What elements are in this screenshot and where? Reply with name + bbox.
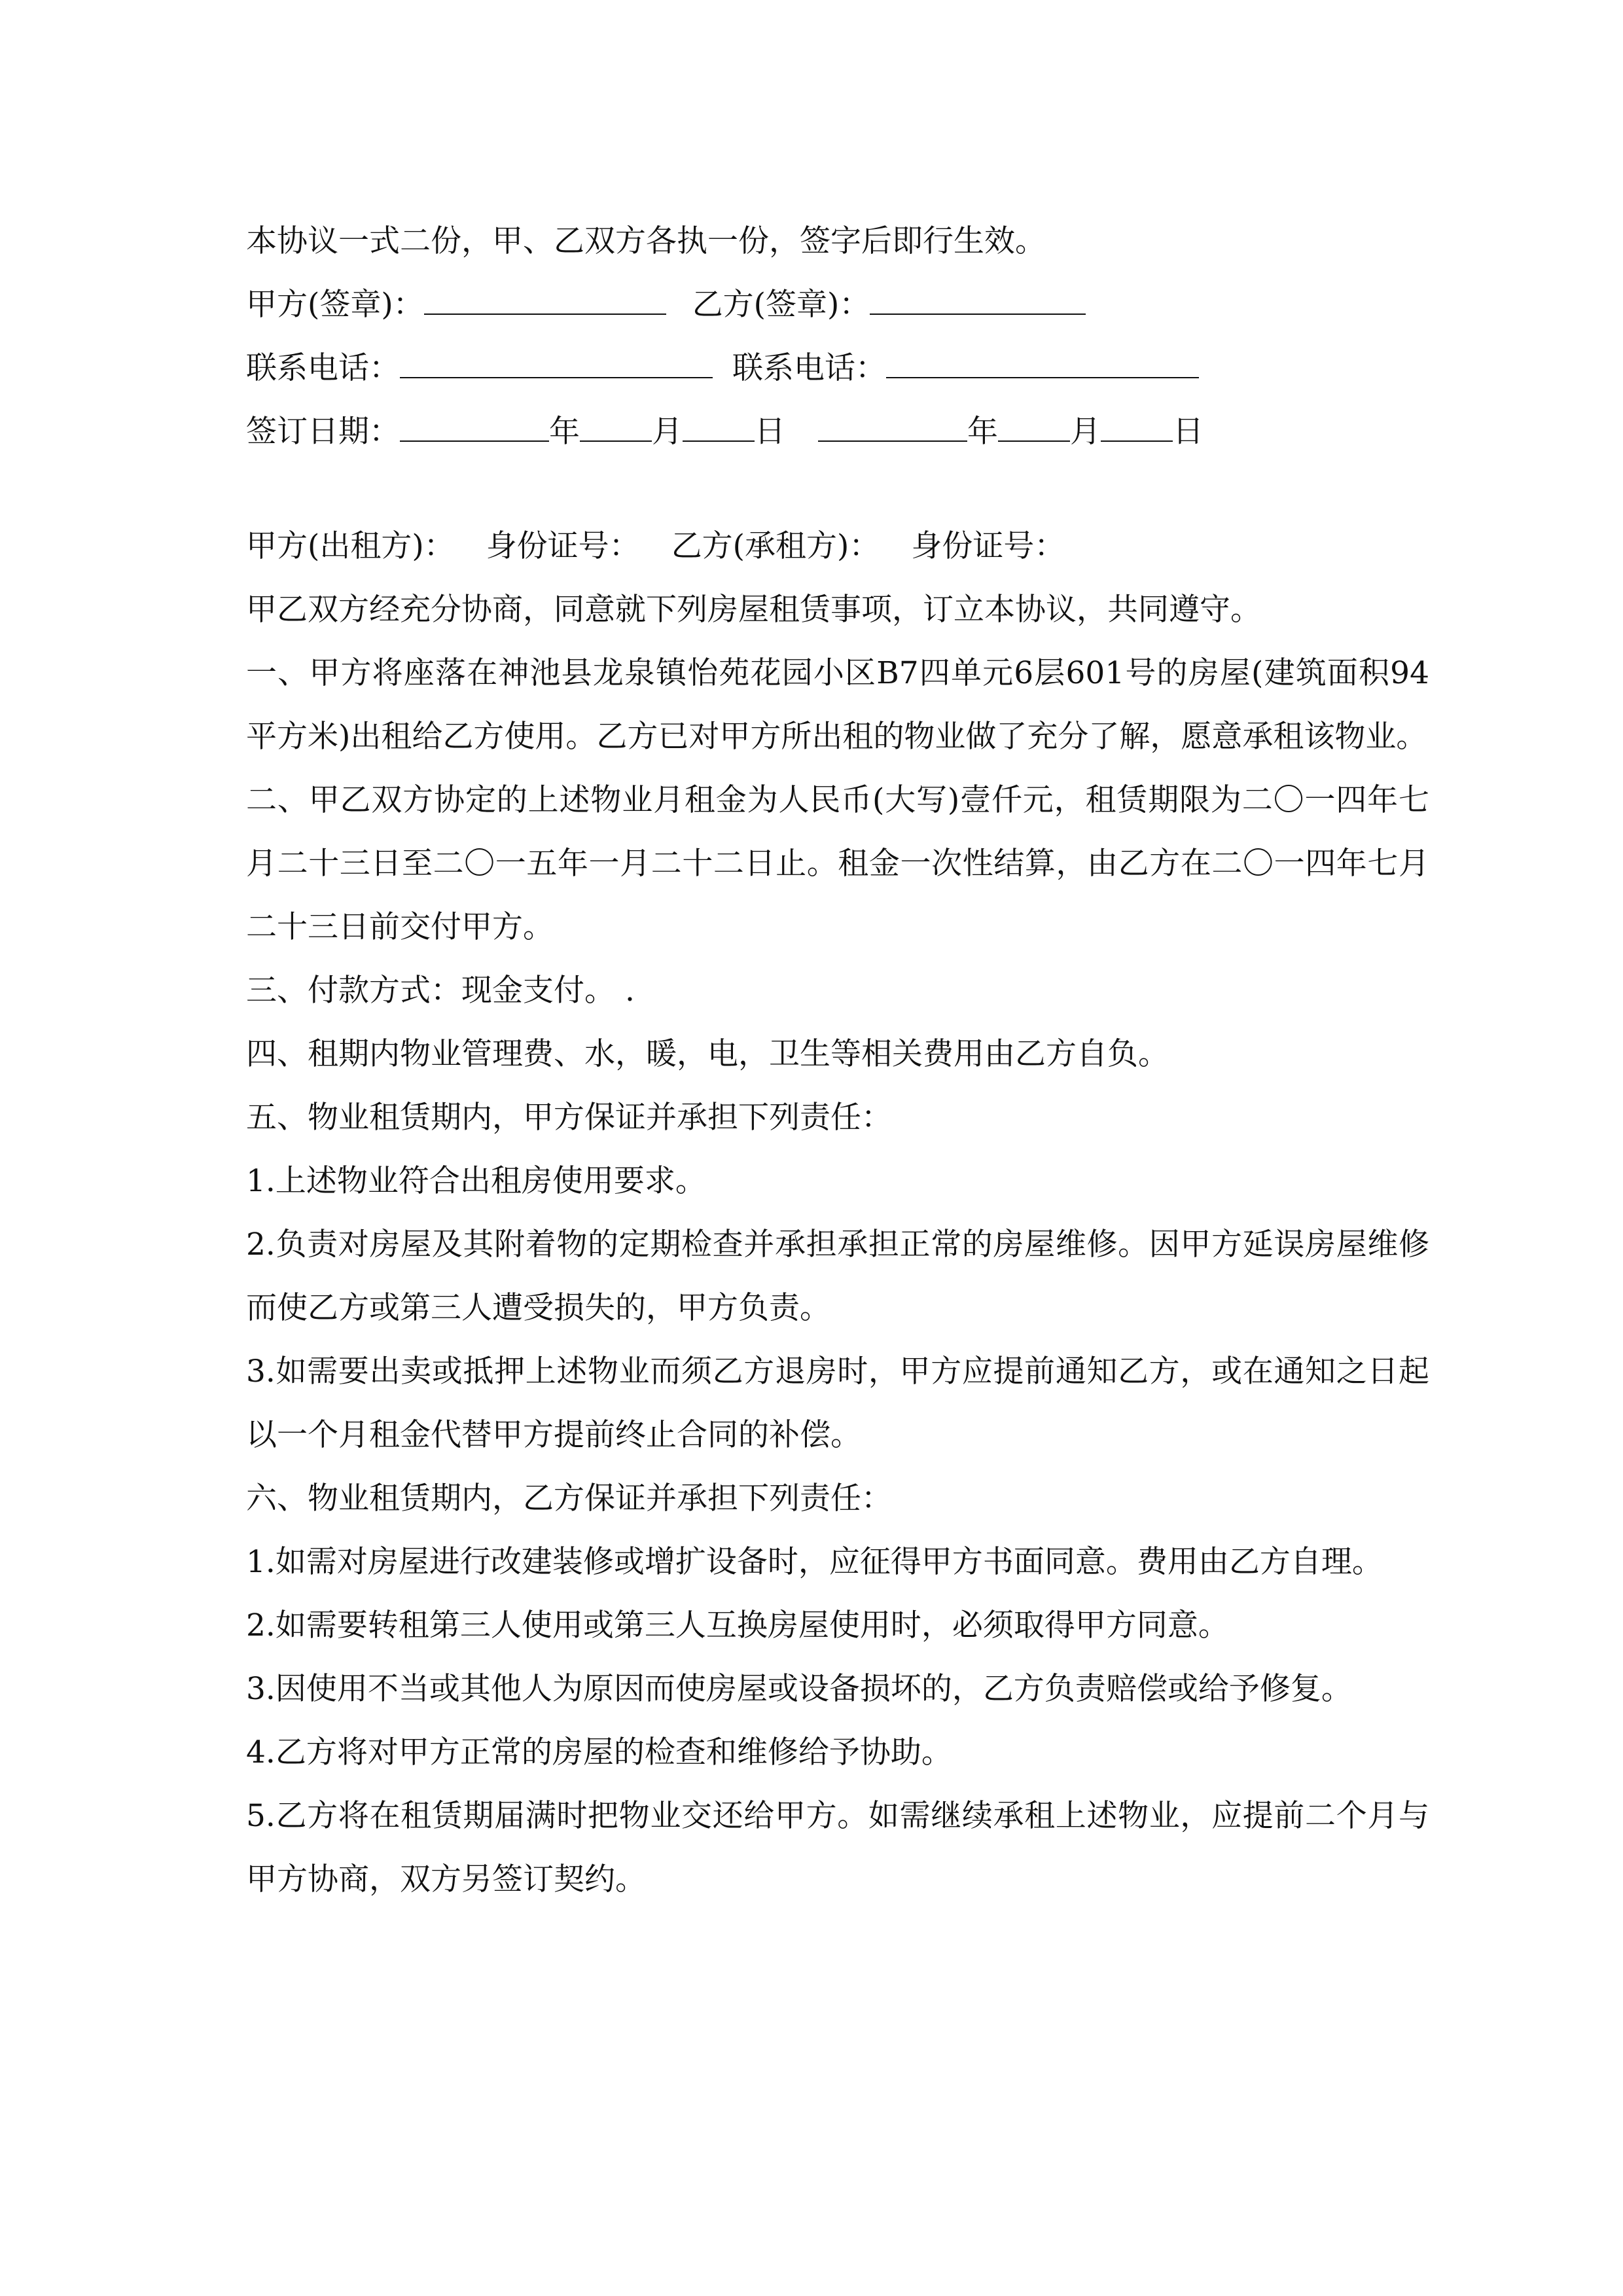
party-a-phone-blank	[400, 351, 713, 378]
party-b-sign-blank	[870, 287, 1086, 315]
month-blank-b	[998, 414, 1070, 442]
agreement-intro: 甲乙双方经充分协商，同意就下列房屋租赁事项，订立本协议，共同遵守。	[246, 592, 1261, 628]
party-b-sign-label: 乙方(签章)：	[692, 287, 870, 323]
year-char-a: 年	[549, 414, 580, 450]
clause-2-rent-term: 二、甲乙双方协定的上述物业月租金为人民币(大写)壹仟元，租赁期限为二〇一四年七月二十三日至二〇一五年一月二十二日止。租金一次性结算，由乙方在二〇一四年七月二十三日前交付甲方。	[246, 782, 1429, 945]
date-label: 签订日期：	[246, 414, 400, 450]
signature-line	[246, 273, 1427, 336]
clause-6-item-3: 3.因使用不当或其他人为原因而使房屋或设备损坏的，乙方负责赔偿或给予修复。	[246, 1671, 1352, 1707]
day-blank-a	[683, 414, 755, 442]
party-b-id-label: 身份证号：	[911, 528, 1065, 564]
party-b-label: 乙方(承租方)：	[671, 528, 880, 564]
clause-3-payment: 三、付款方式：现金支付。 .	[246, 973, 635, 1009]
copies-statement: 本协议一式二份，甲、乙双方各执一份，签字后即行生效。	[246, 223, 1046, 259]
clause-5-item-2: 2.负责对房屋及其附着物的定期检查并承担承担正常的房屋维修。因甲方延误房屋维修而使乙方或第三人遭受损失的，甲方负责。	[246, 1227, 1429, 1326]
date-line	[246, 400, 1427, 463]
day-blank-b	[1101, 414, 1173, 442]
party-a-id-label: 身份证号：	[486, 528, 640, 564]
party-a-sign-label: 甲方(签章)：	[246, 287, 424, 323]
phone-line	[246, 336, 1427, 400]
party-a-label: 甲方(出租方)：	[246, 528, 455, 564]
clause-6-item-2: 2.如需要转租第三人使用或第三人互换房屋使用时，必须取得甲方同意。	[246, 1607, 1229, 1643]
clause-6-item-4: 4.乙方将对甲方正常的房屋的检查和维修给予协助。	[246, 1734, 952, 1770]
day-char-b: 日	[1173, 414, 1204, 450]
clause-5-item-3: 3.如需要出卖或抵押上述物业而须乙方退房时，甲方应提前通知乙方，或在通知之日起以一个月租金代替甲方提前终止合同的补偿。	[246, 1354, 1429, 1453]
party-b-phone-blank	[886, 351, 1199, 378]
clause-6-heading: 六、物业租赁期内，乙方保证并承担下列责任：	[246, 1480, 892, 1516]
year-blank-a	[400, 414, 549, 442]
month-char-b: 月	[1070, 414, 1101, 450]
clause-5-item-1: 1.上述物业符合出租房使用要求。	[246, 1163, 706, 1199]
party-b-phone-label: 联系电话：	[732, 350, 886, 386]
party-a-phone-label: 联系电话：	[246, 350, 400, 386]
year-blank-b	[818, 414, 967, 442]
month-blank-a	[580, 414, 652, 442]
parties-line	[246, 514, 1427, 578]
clause-4-fees: 四、租期内物业管理费、水，暖，电，卫生等相关费用由乙方自负。	[246, 1036, 1169, 1072]
clause-5-heading: 五、物业租赁期内，甲方保证并承担下列责任：	[246, 1100, 892, 1136]
party-a-sign-blank	[424, 287, 666, 315]
clause-1-property: 一、甲方将座落在神池县龙泉镇怡苑花园小区B7四单元6层601号的房屋(建筑面积94平方米)出租给乙方使用。乙方已对甲方所出租的物业做了充分了解，愿意承租该物业。	[246, 655, 1429, 755]
clause-6-item-1: 1.如需对房屋进行改建装修或增扩设备时，应征得甲方书面同意。费用由乙方自理。	[246, 1544, 1383, 1580]
day-char-a: 日	[755, 414, 785, 450]
clause-6-item-5: 5.乙方将在租赁期届满时把物业交还给甲方。如需继续承租上述物业，应提前二个月与甲方协商，双方另签订契约。	[246, 1798, 1429, 1897]
year-char-b: 年	[967, 414, 998, 450]
month-char-a: 月	[652, 414, 683, 450]
